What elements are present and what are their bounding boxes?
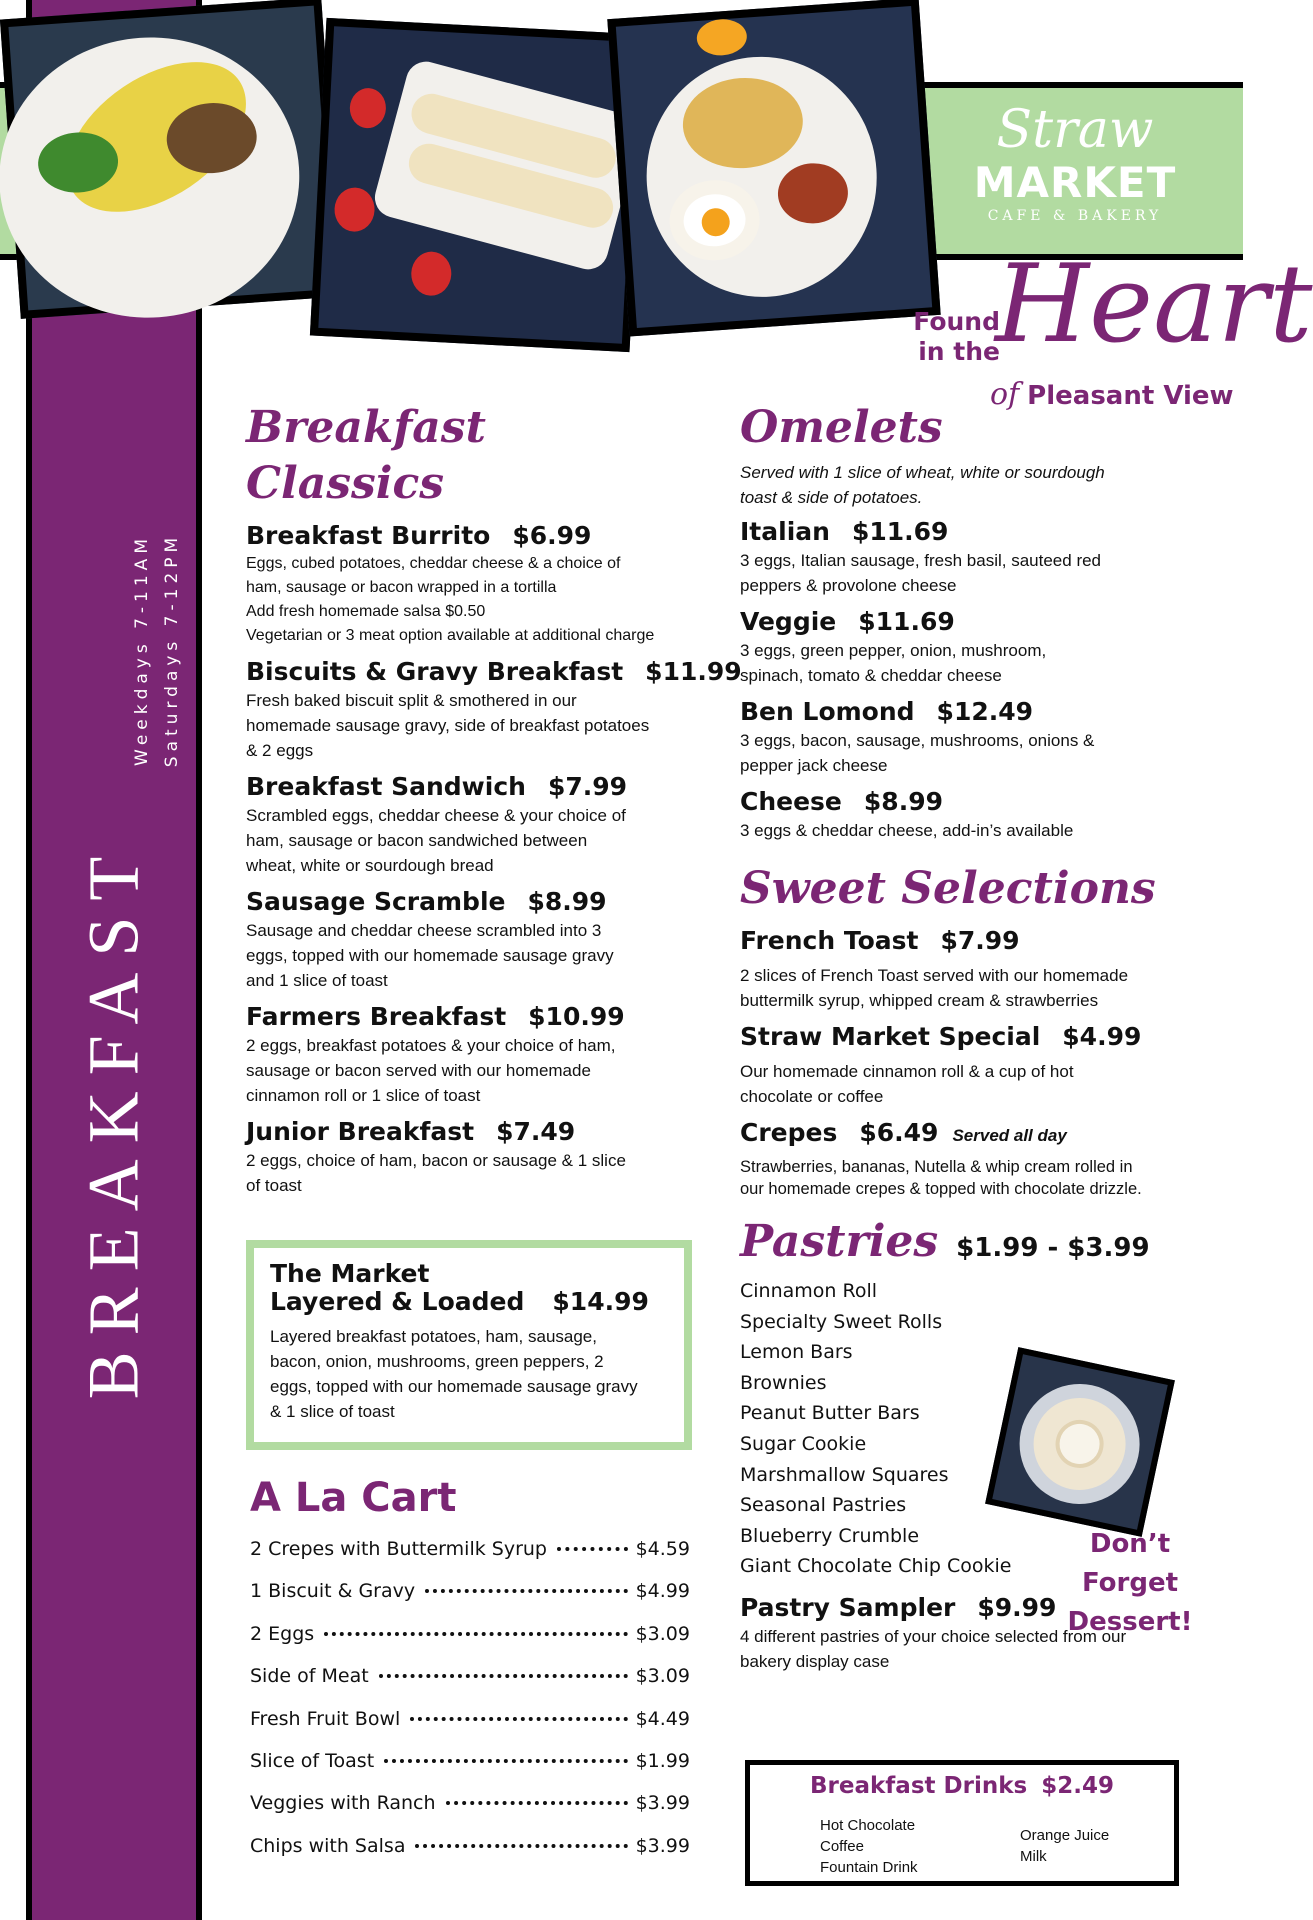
pastries-header [740, 1214, 1200, 1270]
a-la-cart-name: 2 Crepes with Buttermilk Syrup [250, 1538, 547, 1560]
item-price: $4.99 [1062, 1022, 1142, 1051]
cinnamon-roll-icon [985, 1347, 1175, 1537]
a-la-cart-price: $4.59 [635, 1538, 690, 1560]
item-name: Pastry Sampler [740, 1592, 956, 1622]
a-la-cart-price: $4.99 [635, 1580, 690, 1603]
a-la-cart-name: 2 Eggs [250, 1622, 315, 1645]
a-la-cart-row [250, 1623, 690, 1665]
item-desc-line: our homemade crepes & topped with chocolate drizzle. [740, 1180, 1142, 1198]
item-desc-line: cinnamon roll or 1 slice of toast [246, 1086, 481, 1105]
menu-item [740, 606, 1200, 688]
list-item: Coffee [820, 1838, 864, 1855]
item-desc-line: pepper jack cheese [740, 756, 888, 775]
item-desc-line: 4 different pastries of your choice selected from our [740, 1626, 1127, 1646]
item-desc-line: & 2 eggs [246, 741, 314, 760]
item-name: Farmers Breakfast [246, 1002, 507, 1031]
item-price: $6.99 [512, 521, 592, 550]
a-la-cart-price: $3.09 [635, 1622, 690, 1645]
featured-desc-line: eggs, topped with our homemade sausage gravy [270, 1377, 638, 1396]
list-item: Hot Chocolate [820, 1817, 916, 1834]
item-desc-line: 3 eggs, green pepper, onion, mushroom, [740, 641, 1047, 660]
list-item: Specialty Sweet Rolls [740, 1310, 943, 1333]
a-la-cart-price: $3.09 [635, 1665, 690, 1688]
item-desc-line: eggs, topped with our homemade sausage gravy [246, 946, 614, 965]
list-item: Brownies [740, 1371, 827, 1394]
item-name: Sausage Scramble [246, 887, 506, 916]
logo-market: MARKET [973, 158, 1177, 207]
item-desc-line: 3 eggs, bacon, sausage, mushrooms, onions & [740, 731, 1095, 750]
item-price: $11.69 [851, 517, 949, 546]
item-desc-line: Strawberries, bananas, Nutella & whip cream rolled in [740, 1158, 1133, 1176]
item-desc-line: Fresh baked biscuit split & smothered in our [246, 691, 577, 710]
featured-desc-line: Layered breakfast potatoes, ham, sausage, [270, 1327, 597, 1346]
list-item: Giant Chocolate Chip Cookie [740, 1555, 1012, 1578]
dot-leader [446, 1801, 628, 1805]
featured-desc-line: & 1 slice of toast [270, 1402, 395, 1421]
item-desc-line: Sausage and cheddar cheese scrambled into 3 [246, 921, 602, 940]
cafe-logo [960, 100, 1190, 224]
item-desc-line: wheat, white or sourdough bread [246, 856, 494, 875]
crepes-strawberries-icon [310, 18, 646, 352]
item-desc-line: Eggs, cubed potatoes, cheddar cheese & a choice of [246, 555, 621, 572]
item-desc-line: peppers & provolone cheese [740, 576, 957, 595]
item-price: $8.99 [527, 887, 607, 916]
drinks-title: Breakfast Drinks [810, 1773, 1028, 1799]
a-la-cart-row [250, 1750, 690, 1792]
menu-item [740, 1117, 1200, 1200]
item-price: $7.99 [547, 772, 628, 801]
list-item: Milk [1020, 1848, 1047, 1865]
list-item: Cinnamon Roll [740, 1280, 878, 1302]
a-la-cart-name: Side of Meat [250, 1665, 369, 1688]
item-price: $7.49 [496, 1117, 576, 1146]
dot-leader [384, 1759, 627, 1763]
dot-leader [410, 1717, 627, 1721]
menu-item [740, 696, 1200, 778]
tagline-of: of [990, 377, 1020, 412]
item-name: Breakfast Sandwich [246, 772, 526, 801]
item-desc-line: 3 eggs & cheddar cheese, add-in’s available [740, 821, 1074, 840]
item-desc-line: Our homemade cinnamon roll & a cup of hot [740, 1062, 1074, 1081]
a-la-cart-name: 1 Biscuit & Gravy [250, 1580, 416, 1603]
featured-name-line1: The Market [270, 1259, 430, 1288]
tagline [890, 242, 1313, 415]
item-desc-line: 2 slices of French Toast served with our homemade [740, 966, 1129, 985]
featured-name-line2: Layered & Loaded [270, 1287, 525, 1316]
item-desc-line: and 1 slice of toast [246, 971, 388, 990]
item-desc-line: Vegetarian or 3 meat option available at additional charge [246, 627, 655, 644]
item-desc-line: Scrambled eggs, cheddar cheese & your choice of [246, 806, 626, 825]
dessert-line: Forget [1081, 1568, 1179, 1598]
item-name: Cheese [740, 787, 842, 816]
item-desc-line: 2 eggs, breakfast potatoes & your choice of ham, [246, 1036, 616, 1055]
featured-price: $14.99 [552, 1287, 649, 1316]
a-la-cart-price: $3.99 [635, 1792, 690, 1815]
a-la-cart-price: $3.99 [635, 1834, 690, 1857]
omelet-plate-icon [0, 0, 342, 319]
item-name: Junior Breakfast [246, 1117, 475, 1146]
section-title: Breakfast Classics [246, 402, 486, 509]
breakfast-classics-section [246, 400, 742, 1198]
menu-item [246, 520, 696, 648]
section-title: Omelets [740, 402, 943, 453]
list-item: Orange Juice [1020, 1827, 1110, 1844]
item-desc-line: 2 eggs, choice of ham, bacon or sausage & 1 slice [246, 1151, 626, 1170]
tagline-heart: Heart [995, 242, 1313, 367]
item-price: $11.69 [858, 607, 955, 636]
side-title: BREAKFAST [73, 840, 154, 1400]
dot-leader [425, 1589, 627, 1593]
a-la-cart-name: Veggies with Ranch [250, 1792, 436, 1815]
pastries-price-range: $1.99 - $3.99 [956, 1233, 1150, 1263]
list-item: Lemon Bars [740, 1341, 853, 1364]
a-la-cart-row [250, 1580, 690, 1622]
omelets-note-line: Served with 1 slice of wheat, white or sourdough [740, 463, 1105, 482]
item-price: $11.99 [645, 657, 742, 686]
dot-leader [557, 1547, 628, 1551]
a-la-cart-price: $4.49 [635, 1707, 690, 1730]
tagline-found: Found in the [913, 307, 1000, 366]
drinks-list-right [1020, 1825, 1109, 1867]
item-desc-line: ham, sausage or bacon sandwiched between [246, 831, 588, 850]
list-item: Blueberry Crumble [740, 1524, 920, 1547]
drinks-price: $2.49 [1041, 1773, 1114, 1799]
item-name: Breakfast Burrito [246, 521, 491, 550]
a-la-cart-row [250, 1665, 690, 1707]
a-la-cart-name: Chips with Salsa [250, 1834, 406, 1857]
item-note: Served all day [952, 1126, 1067, 1145]
item-desc-line: buttermilk syrup, whipped cream & strawberries [740, 991, 1099, 1010]
menu-item [246, 1001, 696, 1108]
a-la-cart-row [250, 1792, 690, 1834]
dessert-line: Don’t [1089, 1529, 1171, 1559]
item-desc-line: homemade sausage gravy, side of breakfast potatoes [246, 716, 650, 735]
item-price: $7.99 [940, 926, 1020, 955]
item-desc-line: Add fresh homemade salsa $0.50 [246, 603, 486, 620]
item-price: $6.49 [859, 1118, 939, 1147]
section-title: A La Cart [250, 1475, 457, 1521]
a-la-cart-section [250, 1470, 690, 1877]
dot-leader [415, 1844, 627, 1848]
menu-item [246, 656, 742, 763]
breakfast-drinks-box [745, 1760, 1179, 1886]
hours-weekdays: Weekdays 7-11AM [132, 534, 152, 766]
a-la-cart-name: Slice of Toast [250, 1749, 375, 1772]
omelets-note-line: toast & side of potatoes. [740, 488, 923, 507]
hours-block [132, 500, 182, 800]
logo-straw: Straw [996, 100, 1154, 160]
a-la-cart-row [250, 1538, 690, 1580]
item-name: Ben Lomond [740, 697, 915, 726]
item-price: $12.49 [936, 697, 1034, 726]
item-name: Biscuits & Gravy Breakfast [246, 657, 624, 686]
item-name: Italian [740, 517, 830, 546]
item-desc-line: bakery display case [740, 1651, 890, 1671]
list-item: Fountain Drink [820, 1859, 918, 1876]
menu-item [740, 786, 1200, 843]
item-price: $9.99 [977, 1592, 1057, 1622]
item-price: $10.99 [528, 1002, 625, 1031]
menu-item [246, 771, 696, 878]
menu-item [740, 925, 1200, 1013]
item-name: French Toast [740, 926, 919, 955]
menu-item [740, 516, 1200, 598]
menu-item [740, 1021, 1200, 1109]
item-name: Crepes [740, 1118, 838, 1147]
dot-leader [379, 1674, 628, 1678]
item-desc-line: chocolate or coffee [740, 1087, 884, 1106]
item-price: $8.99 [863, 787, 943, 816]
tagline-place-name: Pleasant View [1027, 381, 1234, 411]
item-desc-line: sausage or bacon served with our homemade [246, 1061, 591, 1080]
list-item: Seasonal Pastries [740, 1494, 907, 1517]
a-la-cart-row [250, 1835, 690, 1877]
featured-desc-line: bacon, onion, mushrooms, green peppers, 2 [270, 1352, 604, 1371]
list-item: Sugar Cookie [740, 1432, 867, 1455]
menu-item [246, 886, 696, 993]
item-desc-line: spinach, tomato & cheddar cheese [740, 666, 1002, 685]
item-desc-line: ham, sausage or bacon wrapped in a tortilla [246, 579, 557, 596]
featured-item-box [246, 1240, 692, 1450]
a-la-cart-row [250, 1708, 690, 1750]
list-item: Peanut Butter Bars [740, 1402, 920, 1425]
dot-leader [324, 1632, 627, 1636]
a-la-cart-price: $1.99 [635, 1749, 690, 1772]
item-desc-line: 3 eggs, Italian sausage, fresh basil, sauteed red [740, 551, 1102, 570]
list-item: Marshmallow Squares [740, 1463, 949, 1486]
section-title: Pastries [740, 1216, 939, 1267]
item-name: Veggie [740, 607, 837, 636]
dessert-line: Dessert! [1067, 1607, 1193, 1637]
item-name: Straw Market Special [740, 1022, 1041, 1051]
item-desc-line: of toast [246, 1176, 302, 1195]
a-la-cart-name: Fresh Fruit Bowl [250, 1707, 401, 1730]
logo-subtitle: CAFE & BAKERY [987, 208, 1163, 224]
menu-item [246, 1116, 696, 1198]
dessert-callout [1060, 1525, 1200, 1642]
hours-saturdays: Saturdays 7-12PM [162, 532, 182, 768]
drinks-list-left [820, 1815, 918, 1878]
section-title: Sweet Selections [740, 863, 1156, 914]
